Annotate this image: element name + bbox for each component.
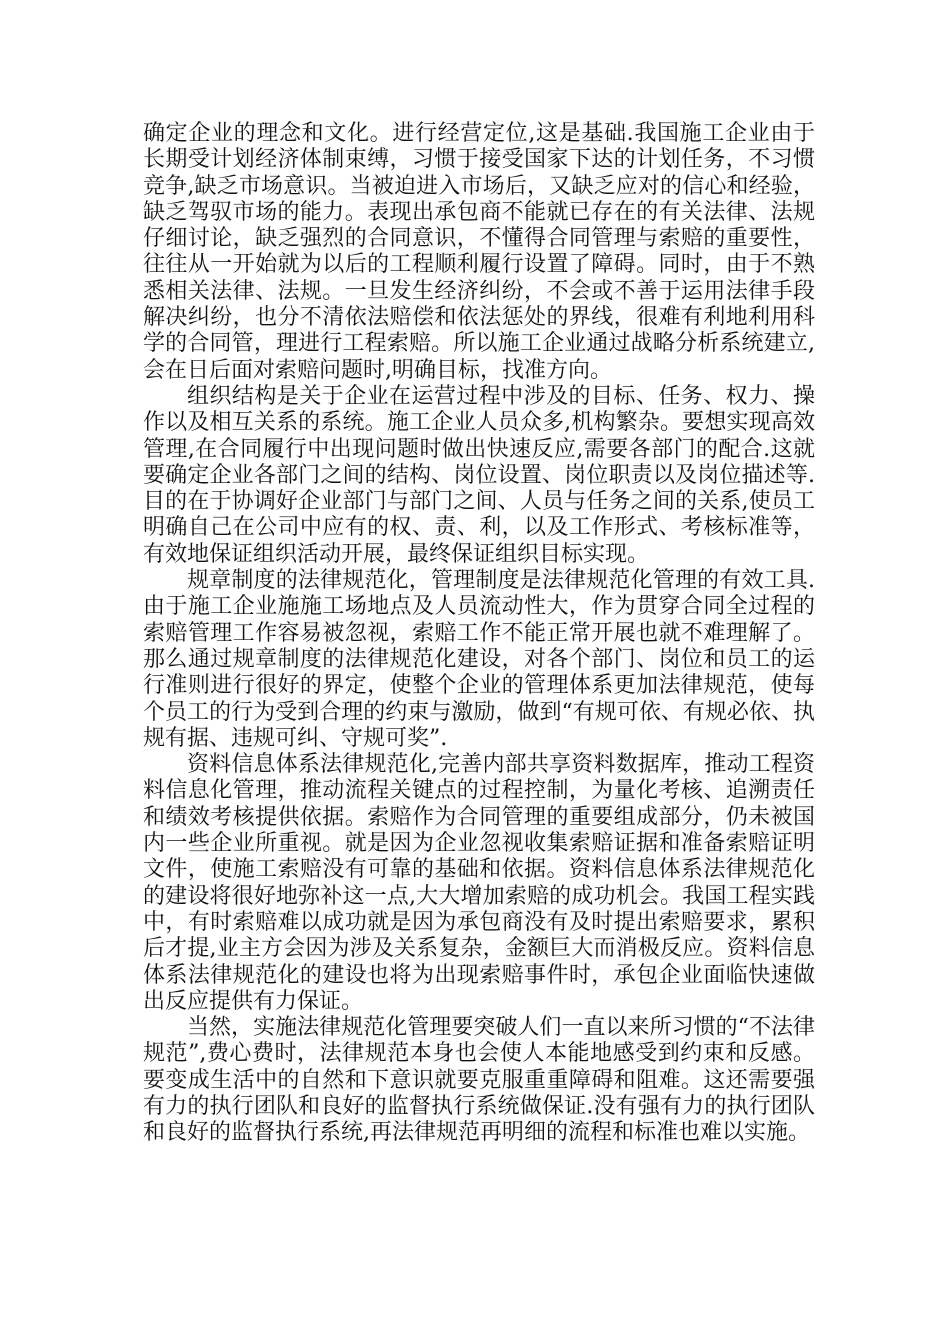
document-page: [143, 121, 815, 1147]
paragraph-rules-regulations: 规章制度的法律规范化，管理制度是法律规范化管理的有效工具.由于施工企业施施工场地点及人员流动性大，作为贯穿合同全过程的索赔管理工作容易被忽视，索赔工作不能正常开展也就不难理解了。那么通过规章制度的法律规范化建设，对各个部门、岗位和员工的运行准则进行很好的界定，使整个企业的管理体系更加法律规范，使每个员工的行为受到合理的约束与激励，做到“有规可依、有规必依、执规有据、违规可纠、守规可奖”.: [143, 568, 815, 751]
paragraph-implementation-challenges: 当然，实施法律规范化管理要突破人们一直以来所习惯的“不法律规范”,费心费时，法律规范本身也会使人本能地感受到约束和反感。要变成生活中的自然和下意识就要克服重重障碍和阻难。这还需要强有力的执行团队和良好的监督执行系统做保证.没有强有力的执行团队和良好的监督执行系统,再法律规范再明细的流程和标准也难以实施。: [143, 1015, 815, 1146]
paragraph-organization-structure: 组织结构是关于企业在运营过程中涉及的目标、任务、权力、操作以及相互关系的系统。施工企业人员众多,机构繁杂。要想实现高效管理,在合同履行中出现问题时做出快速反应,需要各部门的配合.这就要确定企业各部门之间的结构、岗位设置、岗位职责以及岗位描述等.目的在于协调好企业部门与部门之间、人员与任务之间的关系,使员工明确自己在公司中应有的权、责、利，以及工作形式、考核标准等，有效地保证组织活动开展，最终保证组织目标实现。: [143, 383, 815, 567]
paragraph-strategy-positioning: 确定企业的理念和文化。进行经营定位,这是基础.我国施工企业由于长期受计划经济体制束缚，习惯于接受国家下达的计划任务，不习惯竞争,缺乏市场意识。当被迫进入市场后，又缺乏应对的信心和经验，缺乏驾驭市场的能力。表现出承包商不能就已存在的有关法律、法规仔细讨论，缺乏强烈的合同意识，不懂得合同管理与索赔的重要性，往往从一开始就为以后的工程顺利履行设置了障碍。同时，由于不熟悉相关法律、法规。一旦发生经济纠纷，不会或不善于运用法律手段解决纠纷，也分不清依法赔偿和依法惩处的界线，很难有利地利用科学的合同管，理进行工程索赔。所以施工企业通过战略分析系统建立,会在日后面对索赔问题时,明确目标，找准方向。: [143, 121, 815, 383]
paragraph-information-system: 资料信息体系法律规范化,完善内部共享资料数据库，推动工程资料信息化管理，推动流程关键点的过程控制，为量化考核、追溯责任和绩效考核提供依据。索赔作为合同管理的重要组成部分，仍未被国内一些企业所重视。就是因为企业忽视收集索赔证据和准备索赔证明文件，使施工索赔没有可靠的基础和依据。资料信息体系法律规范化的建设将很好地弥补这一点,大大增加索赔的成功机会。我国工程实践中，有时索赔难以成功就是因为承包商没有及时提出索赔要求，累积后才提,业主方会因为涉及关系复杂，金额巨大而消极反应。资料信息体系法律规范化的建设也将为出现索赔事件时，承包企业面临快速做出反应提供有力保证。: [143, 752, 815, 1014]
